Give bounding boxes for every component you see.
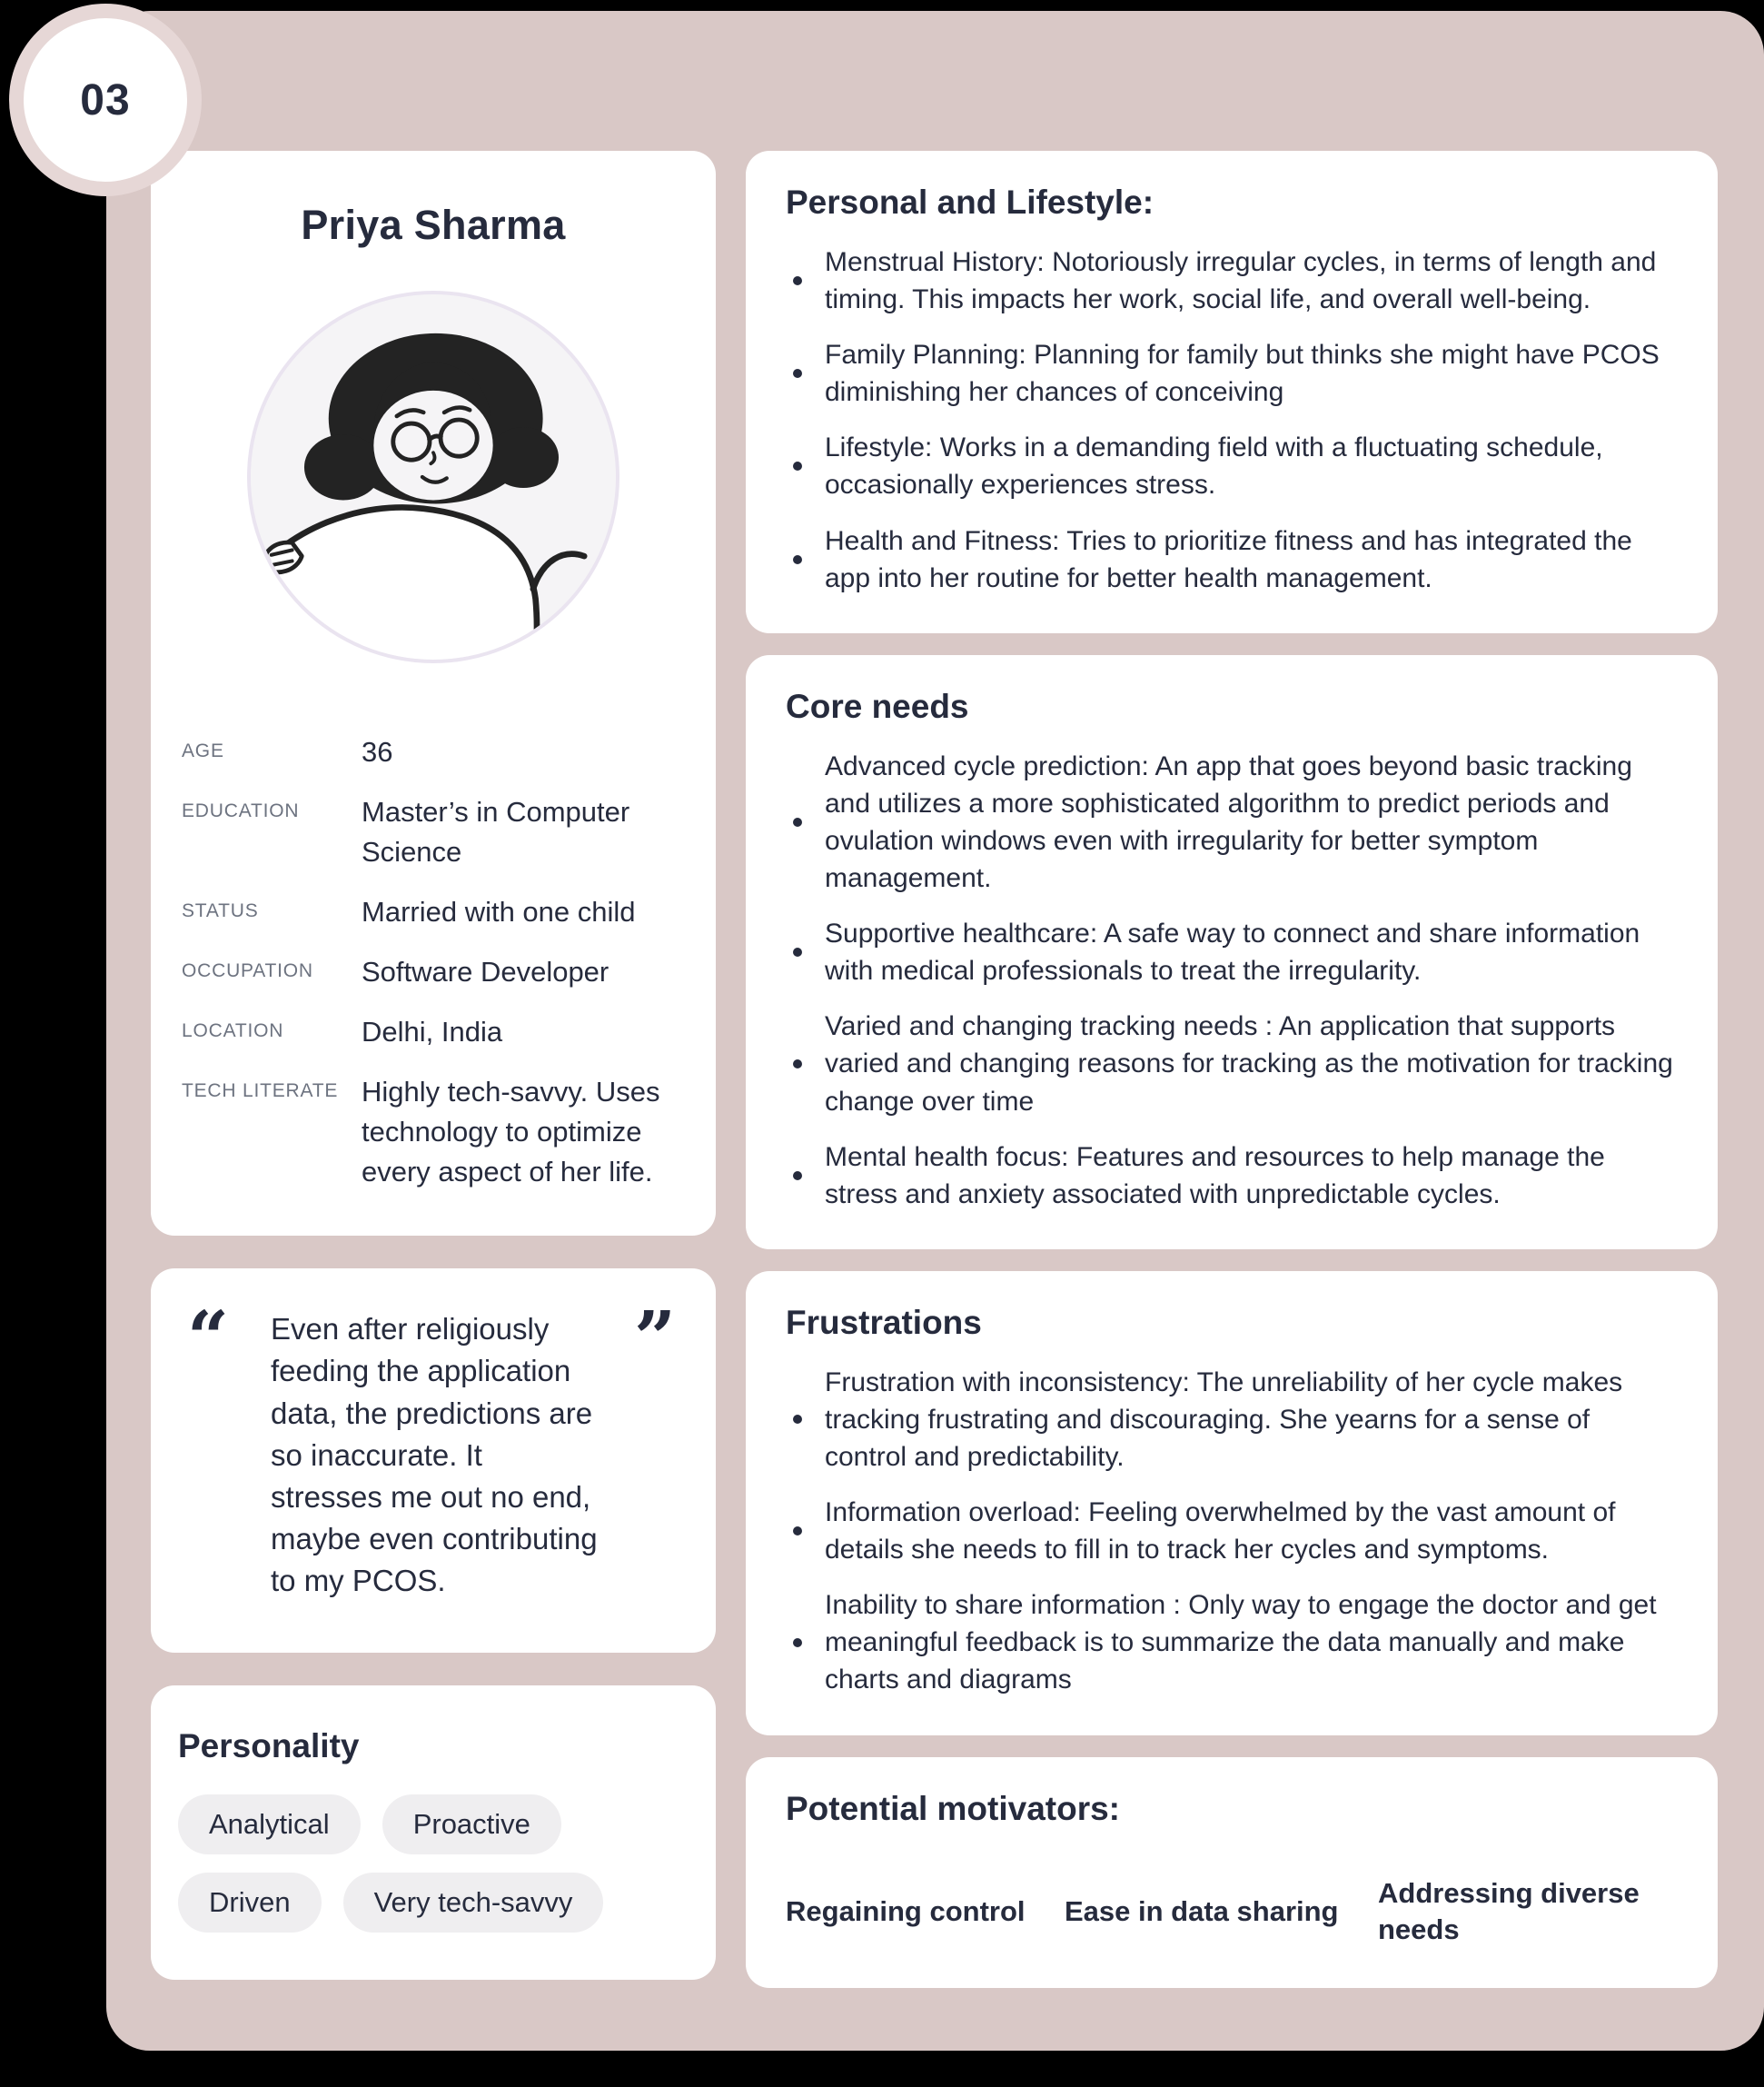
personal-lifestyle-card [746,151,1718,633]
bullet-dot [793,1415,802,1424]
profile-field-value: Master’s in Computer Science [362,796,630,869]
profile-field-row [182,892,685,932]
bullet-text: Inability to share information : Only way to engage the doctor and get meaningful feedback is to summarize the data manually and make charts and diagrams [825,1590,1657,1695]
open-quote-icon: “ [187,1295,230,1381]
personal-lifestyle-list [786,243,1678,597]
right-column [746,151,1718,1988]
bullet-item [786,1138,1678,1213]
motivators-row [786,1875,1678,1949]
profile-card [151,151,716,1236]
bullet-dot [793,276,802,285]
profile-field-label: AGE [182,740,224,761]
core-needs-list [786,748,1678,1213]
bullet-item [786,522,1678,597]
trait-pill: Driven [178,1873,322,1933]
motivator-item: Ease in data sharing [1065,1894,1339,1927]
page-number-badge [9,4,202,196]
trait-pill: Proactive [382,1794,561,1854]
profile-field-value: Software Developer [362,956,609,989]
profile-field-label: OCCUPATION [182,960,313,982]
bullet-text: Health and Fitness: Tries to prioritize fitness and has integrated the app into her routine for better health management. [825,525,1632,593]
profile-field-row [182,1012,685,1052]
bullet-text: Mental health focus: Features and resources to help manage the stress and anxiety associated with unpredictable cycles. [825,1141,1605,1209]
bullet-text: Advanced cycle prediction: An app that goes beyond basic tracking and utilizes a more sophisticated algorithm to predict periods and ovulation windows even with irregularity for better symptom management. [825,750,1632,894]
personality-card [151,1685,716,1980]
persona-name: Priya Sharma [301,202,566,248]
profile-field-row [182,792,685,872]
trait-pill: Analytical [178,1794,361,1854]
bullet-text: Family Planning: Planning for family but thinks she might have PCOS diminishing her chances of conceiving [825,340,1660,408]
bullet-item [786,243,1678,318]
profile-field-row [182,1072,685,1192]
bullet-dot [793,462,802,471]
close-quote-icon: ” [633,1295,676,1381]
profile-field-value: Highly tech-savvy. Uses technology to optimize every aspect of her life. [362,1076,660,1188]
motivator-item: Addressing diverse needs [1378,1876,1640,1945]
bullet-item [786,336,1678,411]
bullet-dot [793,369,802,378]
bullet-item [786,1008,1678,1119]
trait-pill: Very tech-savvy [343,1873,604,1933]
bullet-dot [793,818,802,827]
bullet-text: Frustration with inconsistency: The unreliability of her cycle makes tracking frustrating and discouraging. She yearns for a sense of control and predictability. [825,1366,1623,1472]
avatar [251,294,616,660]
personal-lifestyle-title: Personal and Lifestyle: [786,184,1155,221]
bullet-dot [793,1526,802,1535]
quote-card [151,1268,716,1653]
profile-field-label: EDUCATION [182,800,300,822]
profile-field-row [182,952,685,992]
left-column [151,151,716,1980]
profile-field-value: 36 [362,736,393,768]
frustrations-card [746,1271,1718,1735]
frustrations-list [786,1364,1678,1699]
bullet-item [786,429,1678,503]
quote-text: Even after religiously feeding the application data, the predictions are so inaccurate. It stresses me out no end, maybe even contributing to my PCOS. [271,1312,598,1598]
motivators-card [746,1757,1718,1989]
persona-card [106,11,1764,2051]
bullet-item [786,1586,1678,1698]
page-number: 03 [80,75,131,124]
profile-field-label: TECH LITERATE [182,1080,339,1102]
profile-field-value: Delhi, India [362,1016,503,1048]
profile-field-label: STATUS [182,900,259,922]
motivator-item: Regaining control [786,1894,1026,1927]
personality-traits [178,1794,689,1933]
bullet-item [786,915,1678,989]
avatar-illustration [251,294,616,660]
bullet-dot [793,948,802,957]
frustrations-title: Frustrations [786,1303,982,1341]
bullet-dot [793,1638,802,1647]
bullet-item [786,1494,1678,1568]
bullet-text: Menstrual History: Notoriously irregular cycles, in terms of length and timing. This impacts her work, social life, and overall well-being. [825,247,1657,315]
bullet-dot [793,1171,802,1180]
core-needs-card [746,655,1718,1249]
bullet-text: Varied and changing tracking needs : An application that supports varied and changing reasons for tracking as the motivation for tracking change over time [825,1011,1673,1117]
personality-title: Personality [178,1727,360,1765]
bullet-dot [793,555,802,564]
profile-field-value: Married with one child [362,896,636,929]
bullet-dot [793,1059,802,1068]
bullet-item [786,748,1678,897]
bullet-text: Information overload: Feeling overwhelmed by the vast amount of details she needs to fill in to track her cycles and symptoms. [825,1497,1616,1565]
bullet-text: Supportive healthcare: A safe way to connect and share information with medical professionals to treat the irregularity. [825,919,1640,987]
core-needs-title: Core needs [786,687,969,725]
profile-field-label: LOCATION [182,1020,284,1042]
bullet-text: Lifestyle: Works in a demanding field with a fluctuating schedule, occasionally experiences stress. [825,432,1603,501]
motivators-title: Potential motivators: [786,1789,1120,1827]
profile-field-row [182,732,685,772]
profile-fields [178,732,689,1192]
bullet-item [786,1364,1678,1476]
